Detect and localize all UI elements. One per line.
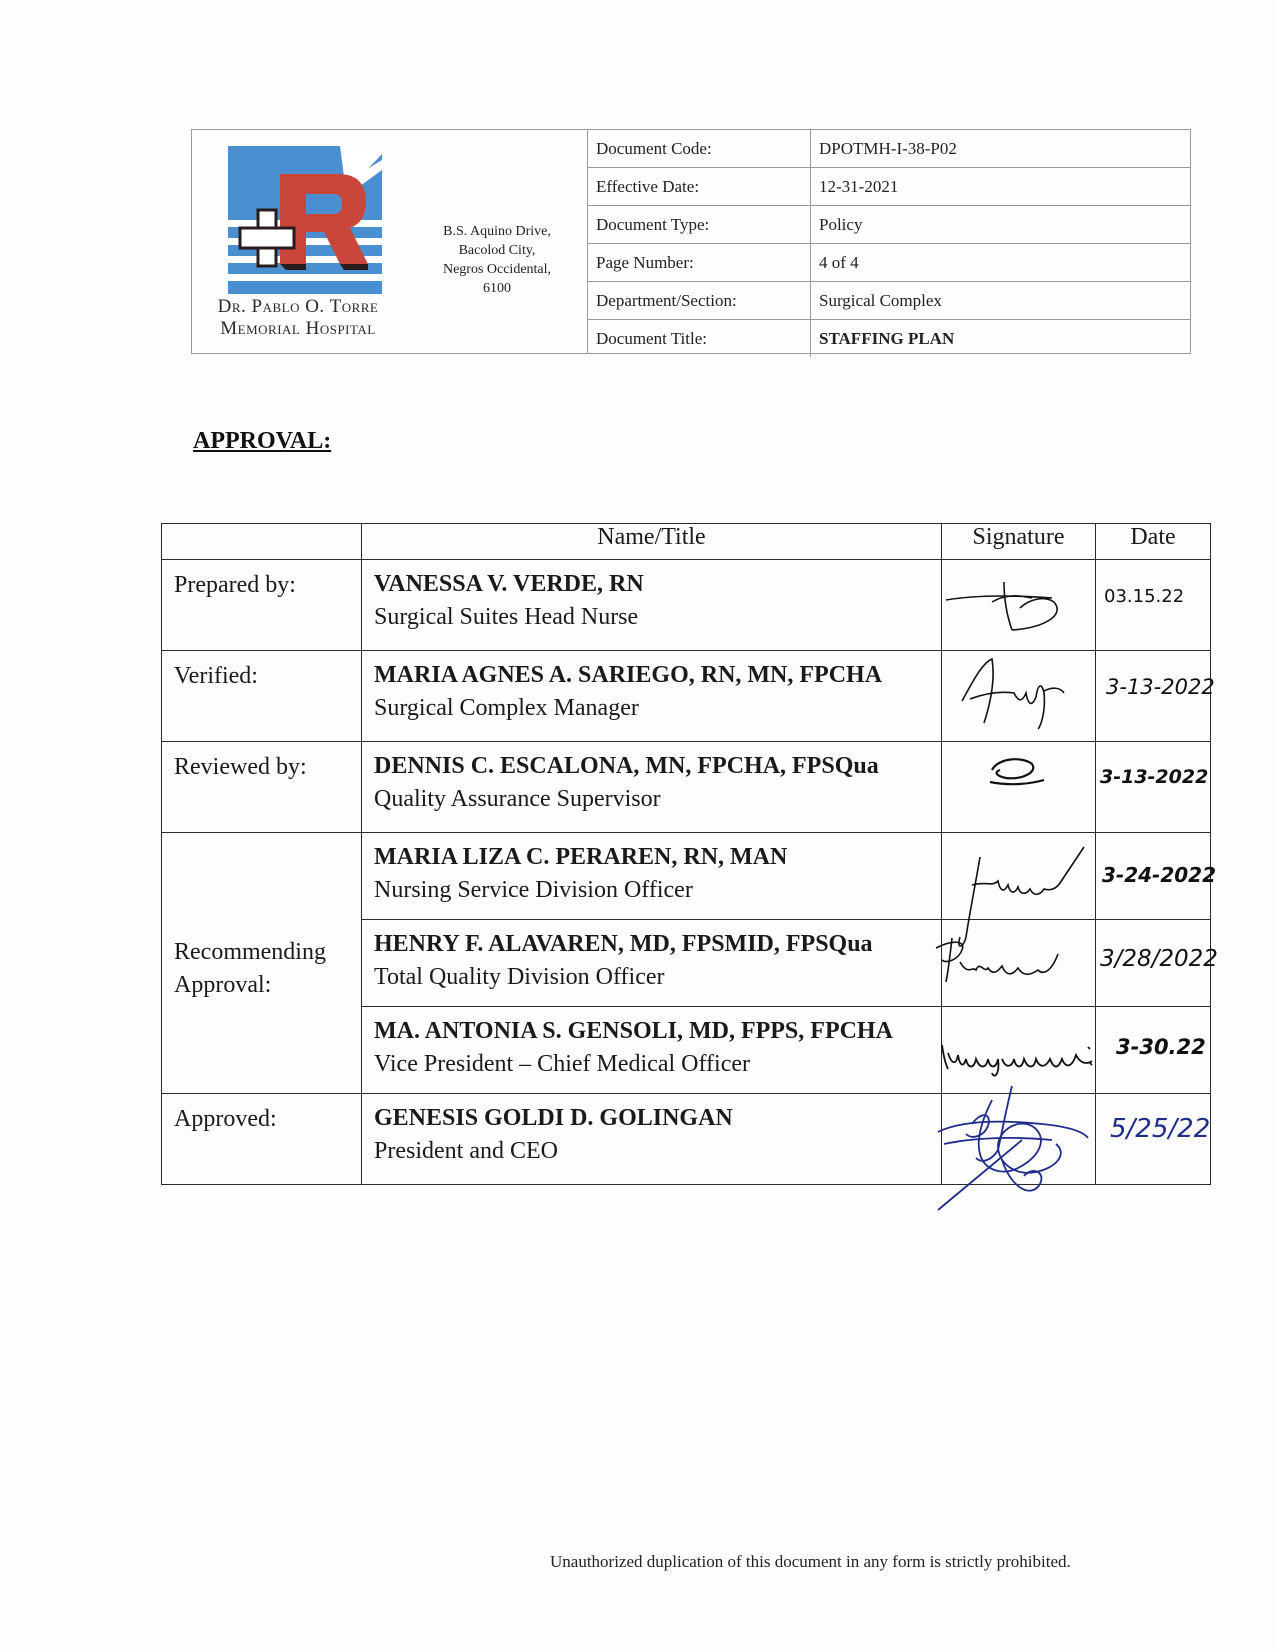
person-name: VANESSA V. VERDE, RN [374, 571, 644, 597]
meta-value: 4 of 4 [811, 244, 1191, 282]
document-header [191, 129, 1191, 354]
role-reviewed: Reviewed by: [162, 742, 362, 833]
role-prepared: Prepared by: [162, 560, 362, 651]
signature-image [942, 568, 1092, 638]
signature-cell [942, 651, 1096, 742]
person-name: GENESIS GOLDI D. GOLINGAN [374, 1105, 733, 1131]
table-row [162, 833, 1211, 920]
date-value: 3-24-2022 [1102, 863, 1217, 887]
person-name: HENRY F. ALAVAREN, MD, FPSMID, FPSQua [374, 931, 873, 957]
meta-label: Department/Section: [588, 282, 811, 320]
date-cell [1096, 651, 1215, 742]
meta-row [588, 282, 1190, 320]
person-cell [362, 742, 942, 833]
person-title: Total Quality Division Officer [374, 964, 665, 990]
signature-image [932, 1080, 1096, 1214]
column-header-signature: Signature [942, 524, 1096, 560]
hospital-logo-icon [228, 146, 382, 294]
table-row [162, 1094, 1211, 1185]
hospital-address: B.S. Aquino Drive, Bacolod City, Negros Occidental, 6100 [442, 224, 552, 292]
meta-value: Surgical Complex [811, 282, 1191, 320]
signature-cell [942, 920, 1096, 1007]
person-name: DENNIS C. ESCALONA, MN, FPCHA, FPSQua [374, 753, 879, 779]
meta-row [588, 206, 1190, 244]
date-cell [1096, 920, 1218, 1007]
date-value: 3/28/2022 [1100, 946, 1218, 972]
footer-notice: Unauthorized duplication of this document in any form is strictly prohibited. [550, 1552, 1071, 1571]
date-value: 3-13-2022 [1106, 675, 1215, 699]
table-row [162, 651, 1211, 742]
table-header-row [162, 524, 1211, 560]
person-title: Quality Assurance Supervisor [374, 786, 661, 812]
hospital-name: Dr. Pablo O. Torre Memorial Hospital [217, 296, 379, 339]
role-recommending: Recommending Approval: [162, 833, 362, 1094]
meta-row [588, 168, 1190, 206]
meta-label: Document Code: [588, 130, 811, 168]
person-title: Vice President – Chief Medical Officer [374, 1051, 750, 1077]
hospital-identity [192, 130, 588, 353]
person-name: MARIA AGNES A. SARIEGO, RN, MN, FPCHA [374, 662, 883, 688]
meta-label: Document Type: [588, 206, 811, 244]
person-title: Surgical Complex Manager [374, 695, 639, 721]
person-cell [362, 833, 942, 920]
column-header-date: Date [1096, 524, 1211, 560]
person-title: Surgical Suites Head Nurse [374, 604, 639, 630]
table-row [162, 742, 1211, 833]
role-verified: Verified: [162, 651, 362, 742]
date-cell [1096, 1094, 1211, 1185]
person-name: MARIA LIZA C. PERAREN, RN, MAN [374, 844, 788, 870]
meta-row [588, 320, 1190, 358]
column-header-role [162, 524, 362, 560]
meta-value: DPOTMH-I-38-P02 [811, 130, 1191, 168]
person-cell [362, 1094, 942, 1185]
signature-image [938, 1029, 1100, 1079]
table-row [162, 560, 1211, 651]
meta-value: Policy [811, 206, 1191, 244]
signature-image [952, 653, 1082, 729]
signature-cell [942, 1094, 1096, 1185]
signature-image [932, 930, 1072, 990]
person-cell [362, 1007, 942, 1094]
meta-value: STAFFING PLAN [819, 328, 955, 348]
approval-table [161, 523, 1218, 1185]
date-cell [1096, 1007, 1211, 1094]
person-cell [362, 560, 942, 651]
signature-cell [942, 560, 1096, 651]
meta-row [588, 130, 1190, 168]
date-cell [1096, 560, 1211, 651]
person-title: Nursing Service Division Officer [374, 877, 693, 903]
date-value: 03.15.22 [1104, 586, 1185, 607]
date-value: 3-30.22 [1116, 1035, 1206, 1059]
role-approved: Approved: [162, 1094, 362, 1185]
date-value: 3-13-2022 [1100, 766, 1209, 788]
meta-label: Effective Date: [588, 168, 811, 206]
meta-row [588, 244, 1190, 282]
person-name: MA. ANTONIA S. GENSOLI, MD, FPPS, FPCHA [374, 1018, 893, 1044]
signature-image [982, 750, 1062, 790]
person-cell [362, 920, 942, 1007]
document-meta-table [588, 130, 1190, 357]
approval-heading: APPROVAL: [193, 428, 332, 454]
date-cell [1096, 742, 1211, 833]
signature-cell [942, 833, 1096, 920]
meta-label: Page Number: [588, 244, 811, 282]
meta-value: 12-31-2021 [811, 168, 1191, 206]
person-title: President and CEO [374, 1138, 558, 1164]
column-header-name: Name/Title [362, 524, 942, 560]
meta-label: Document Title: [588, 320, 811, 358]
signature-cell [942, 742, 1096, 833]
date-cell [1096, 833, 1217, 920]
person-cell [362, 651, 942, 742]
date-value: 5/25/22 [1110, 1114, 1211, 1144]
